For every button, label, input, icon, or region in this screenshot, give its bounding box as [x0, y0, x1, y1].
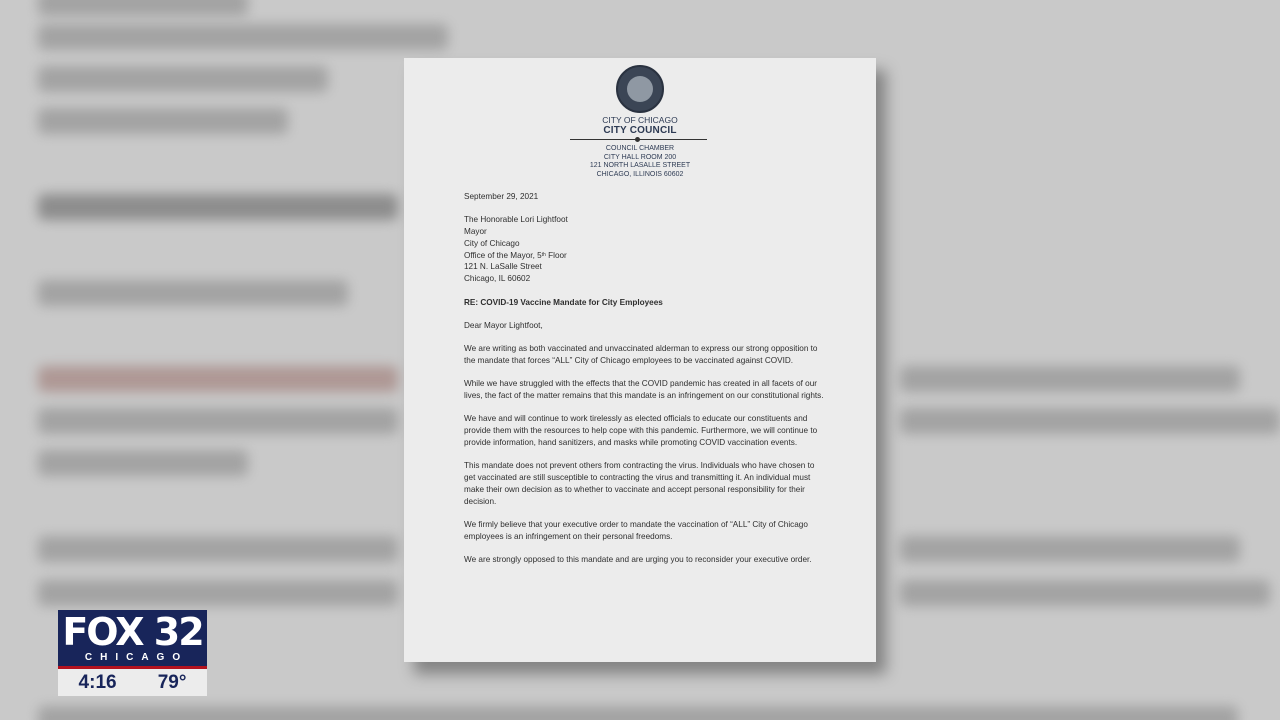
letter-paragraph: We firmly believe that your executive order to mandate the vaccination of “ALL” City of Chicago employees is an infringement on their personal freedoms. [464, 519, 808, 541]
blurred-text-bar [38, 408, 398, 434]
recipient-text: th [541, 251, 546, 258]
station-city: CHICAGO [84, 652, 189, 663]
blurred-text-bar [900, 408, 1280, 434]
letter-paragraph: While we have struggled with the effects that the COVID pandemic has created in all facets of our lives, the fact of the matter remains that this mandate is an infringement on our constitutional rights. [464, 379, 824, 401]
blurred-text-bar [38, 706, 1238, 720]
address-line: CHICAGO, ILLINOIS 60602 [596, 171, 684, 179]
letter-subject: RE: COVID-19 Vaccine Mandate for City Employees [464, 297, 663, 307]
recipient-line: 121 N. LaSalle Street [464, 262, 542, 272]
recipient-text: Floor [545, 250, 567, 260]
blurred-text-bar [38, 536, 398, 562]
blurred-text-bar [38, 108, 288, 134]
blurred-text-bar [38, 24, 448, 50]
blurred-text-bar [38, 66, 328, 92]
time-temp-bar [58, 669, 207, 696]
blurred-text-bar [900, 580, 1270, 606]
letter-salutation: Dear Mayor Lightfoot, [464, 320, 543, 330]
letterhead-city: CITY OF CHICAGO [602, 115, 678, 125]
letter-paragraph: We are strongly opposed to this mandate and are urging you to reconsider your executive order. [464, 555, 812, 565]
recipient-line: The Honorable Lori Lightfoot [464, 215, 568, 225]
temperature-readout: 79° [157, 671, 187, 693]
address-line: COUNCIL CHAMBER [605, 145, 675, 152]
fox32-logo [58, 610, 207, 666]
letterhead-address [404, 145, 876, 180]
letter-body [464, 191, 824, 577]
blurred-text-bar [38, 580, 398, 606]
blurred-text-bar [900, 366, 1240, 392]
recipient-block [464, 214, 824, 285]
blurred-text-bar [38, 0, 248, 16]
recipient-line [464, 250, 824, 262]
address-line: CITY HALL ROOM 200 [603, 153, 677, 161]
station-bug [58, 610, 207, 696]
letter-paragraph: We are writing as both vaccinated and unvaccinated alderman to express our strong opposition to the mandate that forces “ALL” City of Chicago employees to be vaccinated against COVID. [464, 344, 818, 365]
blurred-text-bar [38, 194, 398, 220]
time-readout: 4:16 [78, 671, 117, 693]
letterhead-council: CITY COUNCIL [603, 125, 677, 136]
city-seal-icon [616, 65, 664, 113]
letter-date: September 29, 2021 [464, 192, 539, 201]
letter-paragraph: This mandate does not prevent others from contracting the virus. Individuals who have chosen to get vaccinated are still susceptible to contracting the virus and transmitting it. An individual must make their own decision as to whether to vaccinate and accept personal responsibility for their decision. [464, 461, 815, 506]
recipient-line: Mayor [464, 227, 487, 237]
letter-page [404, 58, 876, 662]
address-line: 121 NORTH LASALLE STREET [589, 162, 691, 170]
blurred-text-bar [38, 450, 248, 476]
letterhead-divider [570, 139, 707, 140]
blurred-text-bar [38, 366, 398, 392]
letter-paragraph: We have and will continue to work tirelessly as elected officials to educate our constituents and provide them with the resources to help cope with this pandemic. Furthermore, we will continue to provide information, hand sanitizers, and masks while promoting COVID vaccination events. [464, 414, 818, 447]
recipient-text: Office of the Mayor, 5 [464, 250, 542, 260]
recipient-line: Chicago, IL 60602 [464, 274, 531, 284]
blurred-text-bar [900, 536, 1240, 562]
station-brand: FOX 32 [62, 610, 203, 654]
blurred-text-bar [38, 280, 348, 306]
recipient-line: City of Chicago [464, 238, 520, 248]
